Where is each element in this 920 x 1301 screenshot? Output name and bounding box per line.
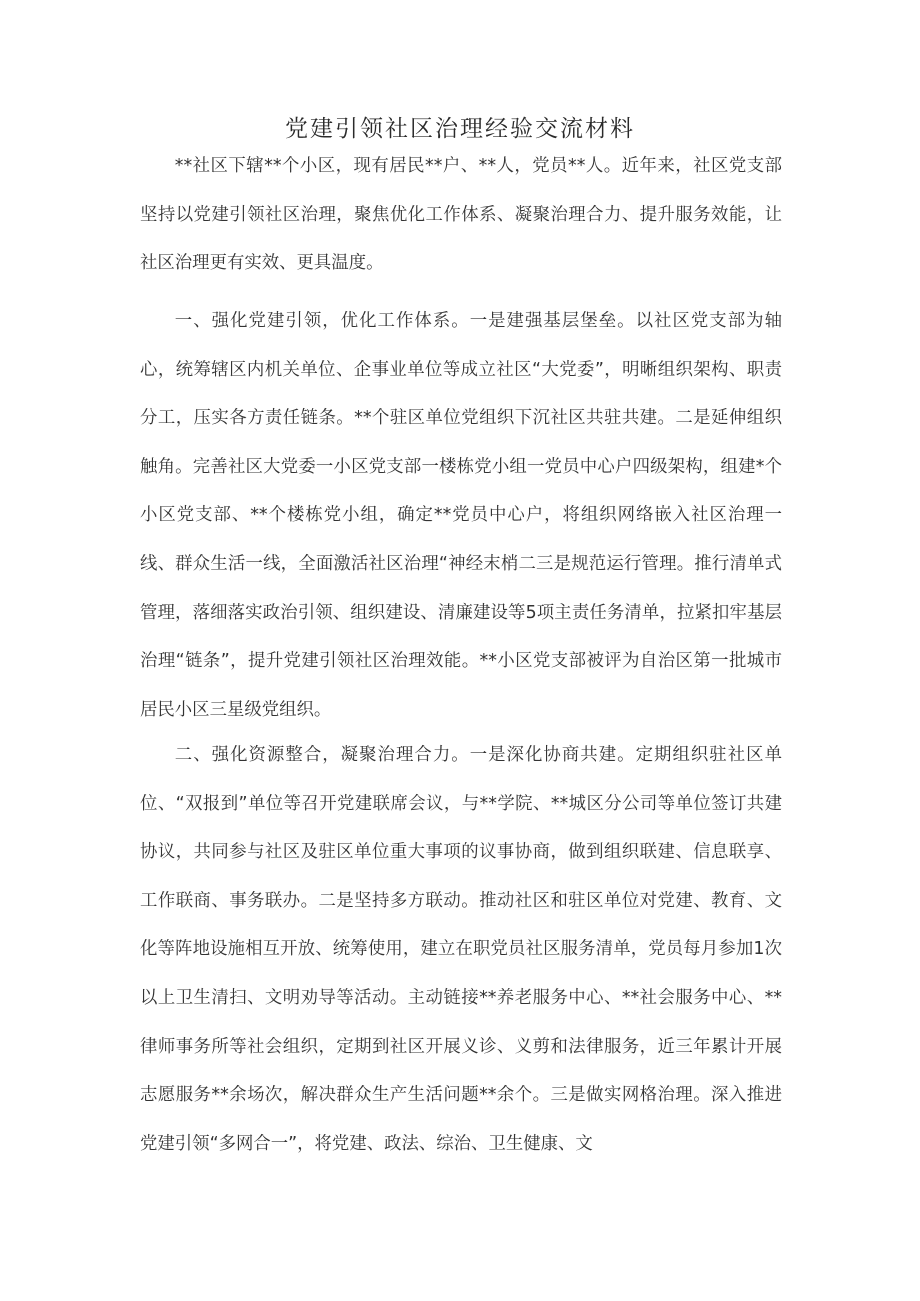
paragraph-section-two: 二、强化资源整合，凝聚治理合力。一是深化协商共建。定期组织驻社区单位、“双报到”单位等召开党建联席会议，与**学院、**城区分公司等单位签订共建协议，共同参与社区及驻区单位重大事项的议事协商，做到组织联建、信息联享、工作联商、事务联办。二是坚持多方联动。推动社区和驻区单位对党建、教育、文化等阵地设施相互开放、统筹使用，建立在职党员社区服务清单，党员每月参加1次以上卫生清扫、文明劝导等活动。主动链接**养老服务中心、**社会服务中心、**律师事务所等社会组织，定期到社区开展义诊、义剪和法律服务，近三年累计开展志愿服务**余场次，解决群众生产生活问题**余个。三是做实网格治理。深入推进党建引领“多网合一”，将党建、政法、综治、卫生健康、文: [140, 745, 782, 1154]
document-title: 党建引领社区治理经验交流材料: [285, 116, 635, 142]
paragraph-section-one: 一、强化党建引领，优化工作体系。一是建强基层堡垒。以社区党支部为轴心，统筹辖区内机关单位、企事业单位等成立社区“大党委”，明晰组织架构、职责分工，压实各方责任链条。**个驻区单位党组织下沉社区共驻共建。二是延伸组织触角。完善社区大党委一小区党支部一楼栋党小组一党员中心户四级架构，组建*个小区党支部、**个楼栋党小组，确定**党员中心户，将组织网络嵌入社区治理一线、群众生活一线，全面激活社区治理“神经末梢二三是规范运行管理。推行清单式管理，落细落实政治引领、组织建设、清廉建设等5项主责任务清单，拉紧扣牢基层治理“链条”，提升党建引领社区治理效能。**小区党支部被评为自治区第一批城市居民小区三星级党组织。: [140, 311, 782, 720]
paragraph-intro: **社区下辖**个小区，现有居民**户、**人，党员**人。近年来，社区党支部坚持以党建引领社区治理，聚焦优化工作体系、凝聚治理合力、提升服务效能，让社区治理更有实效、更具温度。: [140, 156, 782, 274]
